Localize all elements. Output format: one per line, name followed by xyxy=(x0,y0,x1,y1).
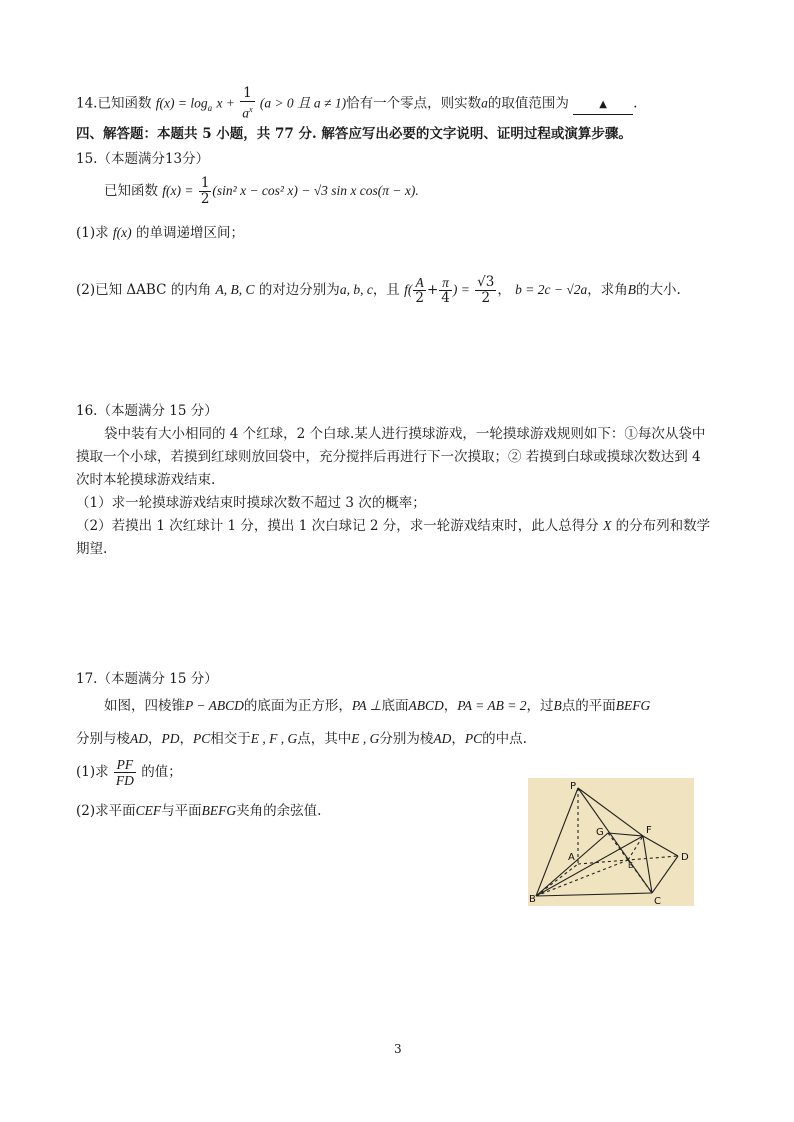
q15-part2: (2)已知 ΔABC 的内角 A, B, C 的对边分别为a, b, c，且 f( $\frac{A}{2}$ + $\frac{\pi}{4}$ ) = $\frac{√3}{2}$ ， b = 2c − √2a，求角B的大小. xyxy=(76,274,681,306)
q17-line2: 分别与棱AD，PD，PC相交于E , F , G点，其中E , G分别为棱AD，PC的中点. xyxy=(76,731,527,747)
q16-header: 16.（本题满分 15 分） xyxy=(76,403,218,419)
pf-fd-fraction: $\frac{PF}{FD}$ xyxy=(115,757,134,788)
pyramid-diagram xyxy=(528,778,694,906)
q17-part1: (1)求 $\frac{PF}{FD}$ 的值； xyxy=(76,757,182,788)
q16-line2: 摸取一个小球，若摸到红球则放回袋中，充分搅拌后再进行下一次摸取；② 若摸到白球或摸球次数达到 4 xyxy=(76,449,701,465)
q15-half-fraction: $\frac{1}{2}$ xyxy=(200,175,210,207)
label-E: E xyxy=(628,861,634,870)
q14-fraction: $\frac{1}{a^x}$ xyxy=(242,85,253,121)
pyramid-figure xyxy=(528,778,694,906)
answer-blank: ▲ xyxy=(573,94,633,115)
page-number: 3 xyxy=(394,1042,402,1056)
q16-part2-cont: 期望. xyxy=(76,541,108,557)
q16-line3: 次时本轮摸球游戏结束. xyxy=(76,472,216,488)
q16-part1: （1）求一轮摸球游戏结束时摸球次数不超过 3 次的概率； xyxy=(76,495,426,511)
q17-line1: 如图，四棱锥P − ABCD的底面为正方形，PA ⊥底面ABCD，PA = AB = 2，过B点的平面BEFG xyxy=(104,698,651,714)
q15-header: 15.（本题满分13分） xyxy=(76,151,210,167)
q17-part2: (2)求平面CEF与平面BEFG夹角的余弦值. xyxy=(76,803,322,819)
q16-part2: （2）若摸出 1 次红球计 1 分，摸出 1 次白球记 2 分，求一轮游戏结束时，此人总得分 X 的分布列和数学 xyxy=(76,518,711,534)
q14-line: 14.已知函数 $f(x) = \log_a x$ + $\frac{1}{a^x}$ (a > 0 且 a ≠ 1)恰有一个零点，则实数a的取值范围为 ▲ . xyxy=(76,85,638,121)
section-heading: 四、解答题：本题共 5 小题，共 77 分. 解答应写出必要的文字说明、证明过程或演算步骤。 xyxy=(76,126,632,142)
label-C: C xyxy=(654,896,661,906)
label-P: P xyxy=(570,781,577,792)
q15-function-line: 已知函数 f(x) = $\frac{1}{2}$ (sin² x − cos² x) − √3 sin x cos(π − x). xyxy=(104,175,419,207)
q16-line1: 袋中装有大小相同的 4 个红球，2 个白球.某人进行摸球游戏，一轮摸球游戏规则如下：①每次从袋中 xyxy=(104,426,706,442)
q15-part1: (1)求 f(x) 的单调递增区间； xyxy=(76,225,244,241)
label-G: G xyxy=(596,827,604,838)
q17-header: 17.（本题满分 15 分） xyxy=(76,671,218,687)
label-D: D xyxy=(681,852,689,863)
label-A: A xyxy=(568,852,575,863)
label-F: F xyxy=(646,825,652,836)
label-B: B xyxy=(529,894,536,905)
